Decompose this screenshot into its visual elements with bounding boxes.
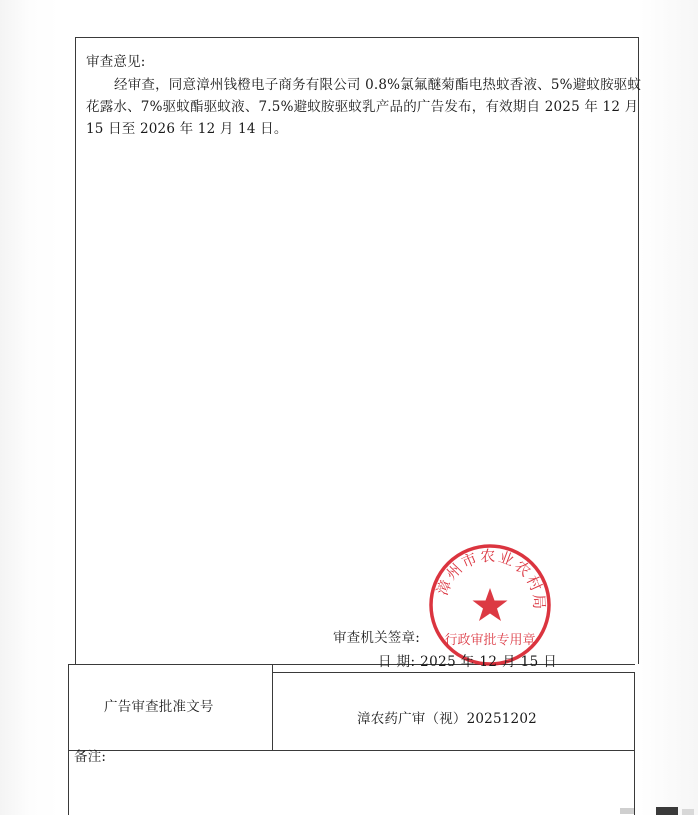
approval-row-right-border bbox=[634, 672, 635, 815]
frame-left-border bbox=[75, 37, 76, 664]
seal-star-icon bbox=[473, 588, 508, 621]
review-opinion-heading: 审查意见: bbox=[86, 54, 146, 70]
review-authority-signature-label: 审查机关签章: bbox=[333, 630, 420, 646]
review-opinion-text: 经审查，同意漳州钱橙电子商务有限公司 0.8%氯氟醚菊酯电热蚊香液、5%避蚊胺驱蚊花露水、7%驱蚊酯驱蚊液、7.5%避蚊胺驱蚊乳产品的广告发布，有效期自 2025 年 12 月 15 日至 2026 年 12 月 14 日。 bbox=[86, 77, 642, 137]
approval-number-value: 漳农药广审（视）20251202 bbox=[357, 711, 537, 727]
seal-purpose-text: 行政审批专用章 bbox=[444, 633, 536, 648]
remarks-label: 备注: bbox=[74, 749, 107, 765]
approval-row-divider bbox=[272, 664, 273, 750]
seal-org-text: 漳州市农业农村局 bbox=[433, 546, 549, 612]
review-date: 日 期: 2025 年 12 月 15 日 bbox=[378, 654, 558, 670]
frame-top-border bbox=[75, 37, 639, 38]
approval-row-inner-top bbox=[272, 672, 635, 673]
scan-corner-artifact bbox=[618, 806, 698, 815]
approval-row-left-border bbox=[68, 664, 69, 815]
remarks-row-top-border bbox=[68, 750, 635, 751]
approval-number-label: 广告审查批准文号 bbox=[104, 699, 214, 715]
